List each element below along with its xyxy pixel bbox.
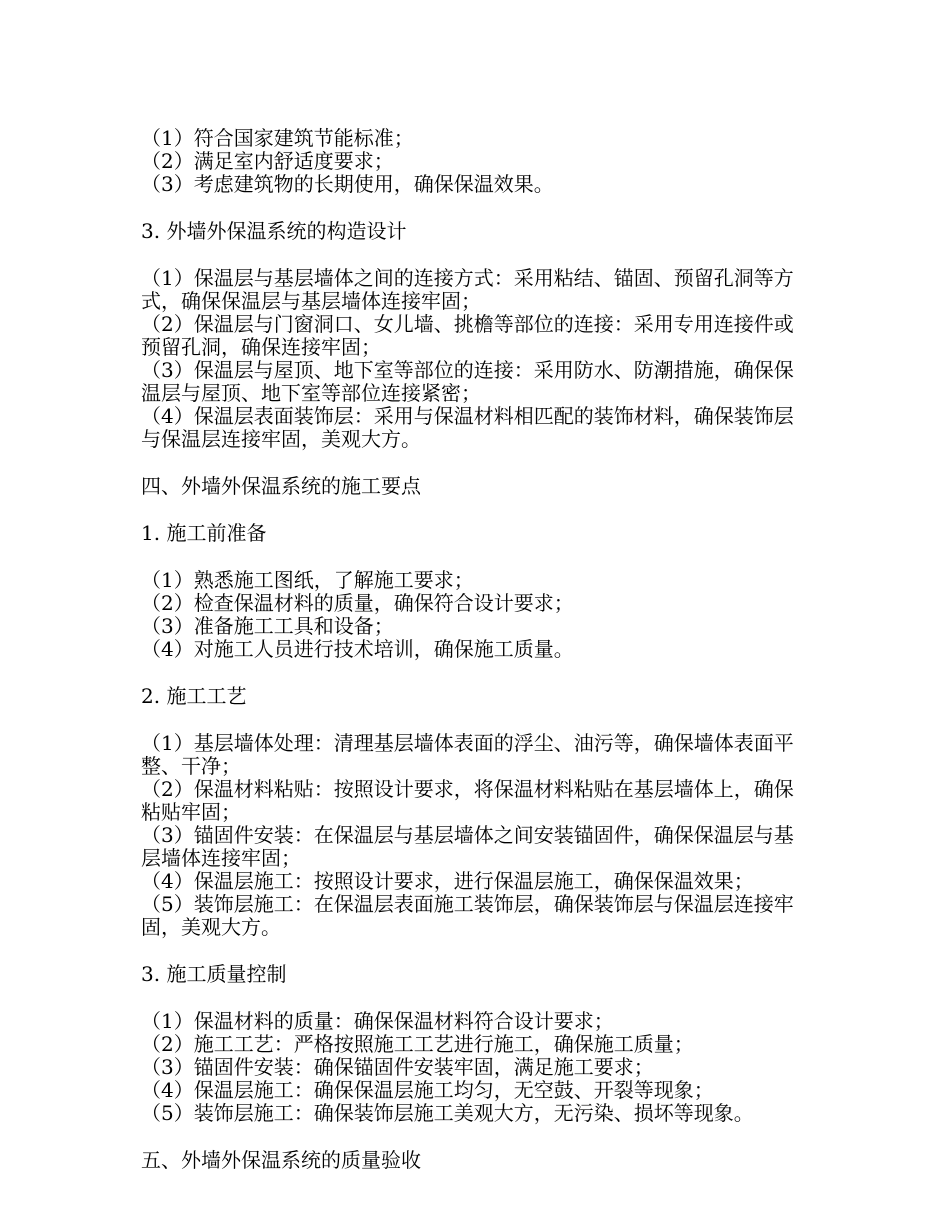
- list-item: （1）基层墙体处理：清理基层墙体表面的浮尘、油污等，确保墙体表面平整、干净；: [141, 731, 794, 778]
- list-item: （3）保温层与屋顶、地下室等部位的连接：采用防水、防潮措施，确保保温层与屋顶、地下室等部位连接紧密；: [141, 358, 794, 405]
- list-item: （3）锚固件安装：确保锚固件安装牢固，满足施工要求；: [141, 1055, 654, 1079]
- section-heading: 3. 施工质量控制: [141, 962, 287, 986]
- process-list: [141, 732, 809, 939]
- section-heading: 2. 施工工艺: [141, 684, 247, 708]
- prep-list: [141, 569, 809, 661]
- list-item: （4）对施工人员进行技术培训，确保施工质量。: [141, 637, 574, 661]
- list-item: （4）保温层施工：按照设计要求，进行保温层施工，确保保温效果；: [141, 869, 754, 893]
- list-item: （2）保温材料粘贴：按照设计要求，将保温材料粘贴在基层墙体上，确保粘贴牢固；: [141, 777, 794, 824]
- list-item: （1）符合国家建筑节能标准；: [141, 126, 414, 150]
- list-item: （1）保温层与基层墙体之间的连接方式：采用粘结、锚固、预留孔洞等方式，确保保温层与基层墙体连接牢固；: [141, 266, 794, 313]
- list-item: （2）施工工艺：严格按照施工工艺进行施工，确保施工质量；: [141, 1032, 694, 1056]
- list-item: （1）保温材料的质量：确保保温材料符合设计要求；: [141, 1009, 614, 1033]
- list-item: （5）装饰层施工：在保温层表面施工装饰层，确保装饰层与保温层连接牢固，美观大方。: [141, 892, 794, 939]
- list-item: （4）保温层表面装饰层：采用与保温材料相匹配的装饰材料，确保装饰层与保温层连接牢固，美观大方。: [141, 404, 794, 451]
- section-heading: 3. 外墙外保温系统的构造设计: [141, 219, 407, 243]
- chapter-heading: 四、外墙外保温系统的施工要点: [141, 474, 421, 498]
- document-page: [141, 127, 809, 1172]
- list-item: （5）装饰层施工：确保装饰层施工美观大方，无污染、损坏等现象。: [141, 1101, 754, 1125]
- quality-list: [141, 1010, 809, 1125]
- section3-list: [141, 267, 809, 451]
- list-item: （3）锚固件安装：在保温层与基层墙体之间安装锚固件，确保保温层与基层墙体连接牢固；: [141, 823, 794, 870]
- list-item: （1）熟悉施工图纸，了解施工要求；: [141, 568, 474, 592]
- list-item: （2）保温层与门窗洞口、女儿墙、挑檐等部位的连接：采用专用连接件或预留孔洞，确保连接牢固；: [141, 312, 794, 359]
- section-heading: 1. 施工前准备: [141, 521, 267, 545]
- list-item: （2）满足室内舒适度要求；: [141, 149, 394, 173]
- intro-list: [141, 127, 809, 196]
- list-item: （2）检查保温材料的质量，确保符合设计要求；: [141, 591, 574, 615]
- list-item: （4）保温层施工：确保保温层施工均匀，无空鼓、开裂等现象；: [141, 1078, 714, 1102]
- chapter-heading: 五、外墙外保温系统的质量验收: [141, 1148, 421, 1172]
- list-item: （3）考虑建筑物的长期使用，确保保温效果。: [141, 172, 554, 196]
- list-item: （3）准备施工工具和设备；: [141, 614, 394, 638]
